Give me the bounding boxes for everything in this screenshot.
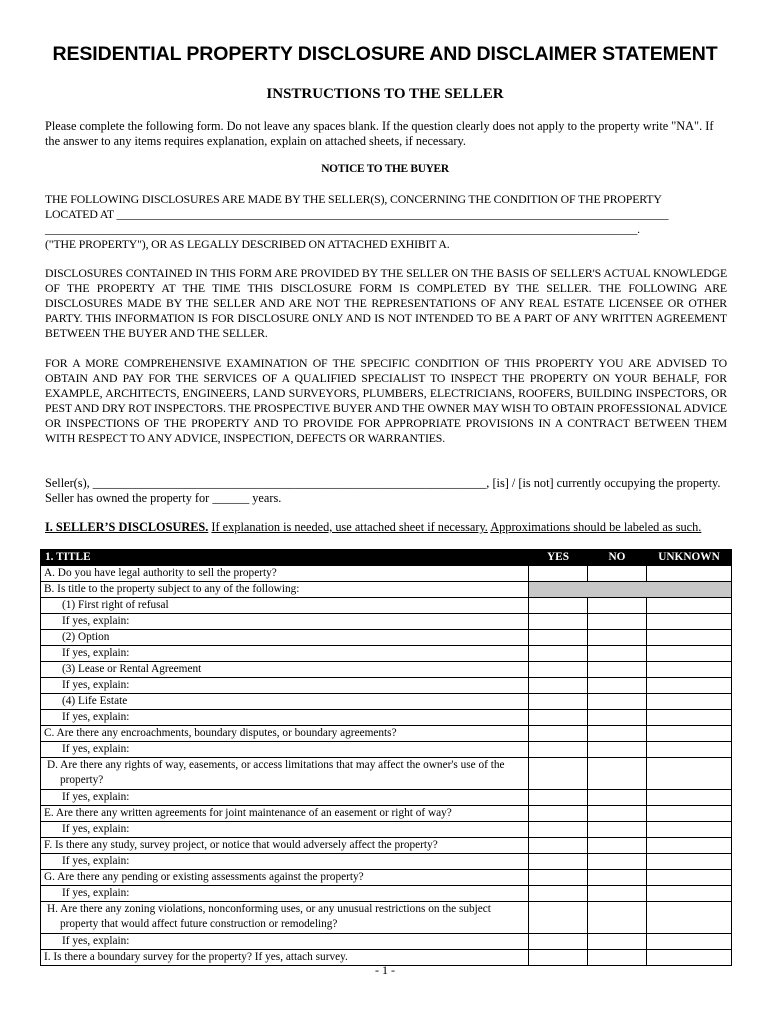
empty-cell [588,822,647,838]
section-title: I. SELLER’S DISCLOSURES. [45,520,209,534]
table-row [41,790,732,806]
table-row [41,742,732,758]
question-text: B. Is title to the property subject to any of the following: [41,582,529,598]
shaded-cell [529,582,732,598]
unknown-checkbox[interactable] [647,598,732,614]
yes-checkbox[interactable] [529,662,588,678]
notice-line: ("THE PROPERTY"), OR AS LEGALLY DESCRIBED ON ATTACHED EXHIBIT A. [45,237,450,251]
empty-cell [647,710,732,726]
notice-heading: NOTICE TO THE BUYER [321,163,449,175]
unknown-checkbox[interactable] [647,566,732,582]
empty-cell [588,934,647,950]
yes-checkbox[interactable] [529,726,588,742]
no-checkbox[interactable] [588,902,647,934]
empty-cell [588,614,647,630]
column-title: 1. TITLE [41,550,529,566]
no-checkbox[interactable] [588,566,647,582]
table-row [41,886,732,902]
table-row [41,902,732,934]
no-checkbox[interactable] [588,662,647,678]
empty-cell [588,854,647,870]
explain-field[interactable]: If yes, explain: [41,934,529,950]
seller-occupancy-field[interactable]: Seller(s), ________________________________________________________________, [is] / [is not] currently occupying the property. [45,476,721,490]
yes-checkbox[interactable] [529,598,588,614]
empty-cell [588,678,647,694]
empty-cell [647,678,732,694]
no-checkbox[interactable] [588,630,647,646]
empty-cell [647,886,732,902]
no-checkbox[interactable] [588,726,647,742]
section-note-approximations: Approximations should be labeled as such. [490,520,702,534]
table-row [41,614,732,630]
explain-field[interactable]: If yes, explain: [41,790,529,806]
explain-field[interactable]: If yes, explain: [41,742,529,758]
column-yes: YES [529,550,588,566]
no-checkbox[interactable] [588,758,647,790]
unknown-checkbox[interactable] [647,694,732,710]
question-text: (1) First right of refusal [41,598,529,614]
explain-field[interactable]: If yes, explain: [41,646,529,662]
page-number: - 1 - [375,963,395,977]
unknown-checkbox[interactable] [647,662,732,678]
unknown-checkbox[interactable] [647,870,732,886]
yes-checkbox[interactable] [529,806,588,822]
empty-cell [647,646,732,662]
empty-cell [529,710,588,726]
explain-field[interactable]: If yes, explain: [41,710,529,726]
no-checkbox[interactable] [588,838,647,854]
yes-checkbox[interactable] [529,630,588,646]
document-title: RESIDENTIAL PROPERTY DISCLOSURE AND DISCLAIMER STATEMENT [52,43,718,65]
empty-cell [529,742,588,758]
section-note-explanation: If explanation is needed, use attached sheet if necessary. [211,520,488,534]
column-unknown: UNKNOWN [647,550,732,566]
table-row [41,630,732,646]
question-text: E. Are there any written agreements for joint maintenance of an easement or right of way? [41,806,529,822]
section-heading [45,520,745,535]
location-field[interactable]: LOCATED AT ________________________________________________________________________________________________ [45,207,669,221]
notice-paragraph-disclosures: DISCLOSURES CONTAINED IN THIS FORM ARE PROVIDED BY THE SELLER ON THE BASIS OF SELLER'S ACTUAL KNOWLEDGE OF THE PROPERTY AT THE TIME THIS DISCLOSURE FORM IS COMPLETED BY THE SELLER. THE FOLLOWING ARE DISCLOSURES MADE BY THE SELLER AND ARE NOT THE REPRESENTATIONS OF ANY REAL ESTATE LICENSEE OR OTHER PARTY. THIS INFORMATION IS FOR DISCLOSURE ONLY AND IS NOT INTENDED TO BE A PART OF ANY WRITTEN AGREEMENT BETWEEN THE BUYER AND THE SELLER. [45,266,727,340]
question-text: (2) Option [41,630,529,646]
empty-cell [529,614,588,630]
instructions-text: Please complete the following form. Do not leave any spaces blank. If the question clearly does not apply to the property write "NA". If the answer to any items requires explanation, explain on attached sheets, if necessary. [45,119,714,148]
empty-cell [529,822,588,838]
yes-checkbox[interactable] [529,566,588,582]
unknown-checkbox[interactable] [647,758,732,790]
question-text: F. Is there any study, survey project, or notice that would adversely affect the property? [41,838,529,854]
explain-field[interactable]: If yes, explain: [41,822,529,838]
table-row [41,934,732,950]
table-row [41,726,732,742]
yes-checkbox[interactable] [529,902,588,934]
table-row [41,854,732,870]
table-row [41,678,732,694]
yes-checkbox[interactable] [529,838,588,854]
table-header-row [41,550,732,566]
empty-cell [588,742,647,758]
question-text: G. Are there any pending or existing assessments against the property? [41,870,529,886]
unknown-checkbox[interactable] [647,902,732,934]
question-text: I. Is there a boundary survey for the property? If yes, attach survey. [41,950,529,966]
empty-cell [588,790,647,806]
explain-field[interactable]: If yes, explain: [41,886,529,902]
notice-line: THE FOLLOWING DISCLOSURES ARE MADE BY THE SELLER(S), CONCERNING THE CONDITION OF THE PROPERTY [45,192,662,206]
location-field-continued[interactable]: _______________________________________________________________________________________________________. [45,222,640,236]
empty-cell [647,934,732,950]
unknown-checkbox[interactable] [647,630,732,646]
table-row [41,598,732,614]
table-row [41,662,732,678]
question-text: (3) Lease or Rental Agreement [41,662,529,678]
empty-cell [647,742,732,758]
no-checkbox[interactable] [588,806,647,822]
empty-cell [529,934,588,950]
table-row [41,646,732,662]
empty-cell [529,790,588,806]
unknown-checkbox[interactable] [647,838,732,854]
table-row [41,838,732,854]
empty-cell [529,678,588,694]
no-checkbox[interactable] [588,694,647,710]
empty-cell [588,710,647,726]
empty-cell [647,614,732,630]
question-text: (4) Life Estate [41,694,529,710]
question-text [41,758,529,790]
empty-cell [647,854,732,870]
yes-checkbox[interactable] [529,870,588,886]
table-row [41,806,732,822]
no-checkbox[interactable] [588,870,647,886]
table-row [41,694,732,710]
table-row [41,822,732,838]
yes-checkbox[interactable] [529,694,588,710]
notice-paragraph-location [45,192,727,252]
empty-cell [529,646,588,662]
instructions-heading: INSTRUCTIONS TO THE SELLER [266,86,504,102]
question-text: A. Do you have legal authority to sell the property? [41,566,529,582]
notice-paragraph-inspection: FOR A MORE COMPREHENSIVE EXAMINATION OF THE SPECIFIC CONDITION OF THIS PROPERTY YOU ARE ADVISED TO OBTAIN AND PAY FOR THE SERVICES OF A QUALIFIED SPECIALIST TO INSPECT THE PROPERTY ON YOUR BEHALF, FOR EXAMPLE, ARCHITECTS, ENGINEERS, LAND SURVEYORS, PLUMBERS, ELECTRICIANS, ROOFERS, BUILDING INSPECTORS, OR PEST AND DRY ROT INSPECTORS. THE PROSPECTIVE BUYER AND THE OWNER MAY WISH TO OBTAIN PROFESSIONAL ADVICE OR INSPECTIONS OF THE PROPERTY AND TO PROVIDE FOR APPROPRIATE PROVISIONS IN A CONTRACT BETWEEN THEM WITH RESPECT TO ANY ADVICE, INSPECTION, DEFECTS OR WARRANTIES. [45,356,727,445]
empty-cell [647,822,732,838]
empty-cell [529,854,588,870]
table-row [41,710,732,726]
unknown-checkbox[interactable] [647,806,732,822]
empty-cell [647,790,732,806]
title-disclosure-table [40,549,732,966]
empty-cell [588,646,647,662]
table-row [41,566,732,582]
no-checkbox[interactable] [588,598,647,614]
yes-checkbox[interactable] [529,758,588,790]
table-row [41,870,732,886]
unknown-checkbox[interactable] [647,726,732,742]
question-text [41,902,529,934]
table-row [41,758,732,790]
explain-field[interactable]: If yes, explain: [41,614,529,630]
seller-ownership-field[interactable]: Seller has owned the property for ______ years. [45,491,282,505]
empty-cell [529,886,588,902]
table-row [41,582,732,598]
question-text: C. Are there any encroachments, boundary disputes, or boundary agreements? [41,726,529,742]
question-text-wrapped: H. Are there any zoning violations, nonconforming uses, or any unusual restrictions on the subject property that would affect future construction or remodeling? [47,903,491,930]
question-text-wrapped: D. Are there any rights of way, easements, or access limitations that may affect the owner's use of the property? [47,759,505,786]
explain-field[interactable]: If yes, explain: [41,678,529,694]
column-no: NO [588,550,647,566]
explain-field[interactable]: If yes, explain: [41,854,529,870]
empty-cell [588,886,647,902]
